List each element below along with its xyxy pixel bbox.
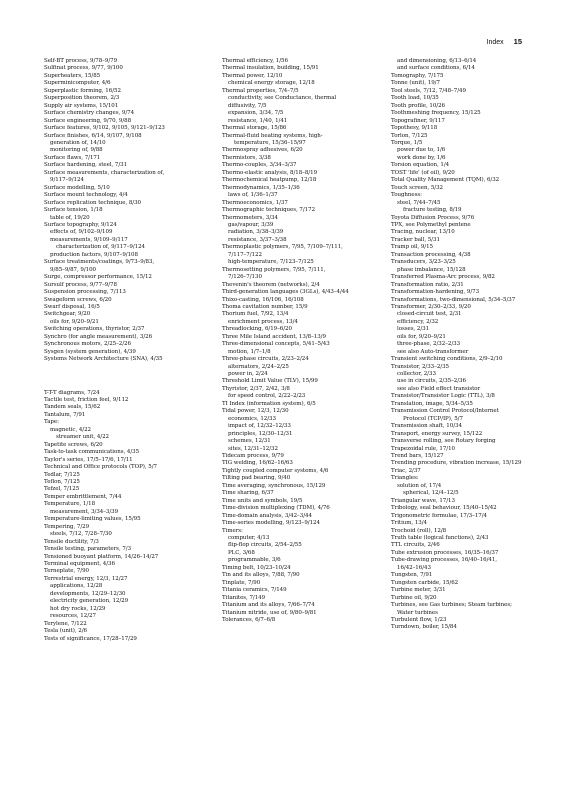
- index-subentry: phase imbalance, 15/128: [397, 266, 466, 273]
- index-subentry: impact of, 12/32–12/33: [228, 423, 291, 430]
- index-subentry: 9/117–9/124: [50, 177, 84, 184]
- index-column-1: [44, 58, 194, 643]
- index-subentry: see also Field effect transistor: [397, 385, 481, 392]
- index-entry: Topothesy, 9/118: [391, 125, 438, 132]
- index-entry: Tilting pad bearing, 9/40: [222, 475, 291, 482]
- index-entry: Terneplate, 7/90: [44, 568, 89, 575]
- index-entry: Time-series modelling, 9/123–9/124: [222, 520, 320, 527]
- index-entry: Surface hardening, steel, 7/31: [44, 162, 128, 169]
- index-subentry: see also Auto-transformer: [397, 348, 469, 355]
- index-subentry: efficiency, 2/32: [397, 318, 439, 325]
- index-entry: Surface flaws, 7/171: [44, 154, 101, 161]
- index-entry: Transistor, 2/33–2/35: [391, 363, 449, 370]
- index-entry: Temperature, 1/18: [44, 501, 96, 508]
- index-entry: Tooth profile, 10/26: [391, 102, 445, 109]
- index-entry: Surface chemistry changes, 9/74: [44, 110, 135, 117]
- index-entry: Tandem seals, 15/62: [44, 404, 101, 411]
- index-entry: Tightly coupled computer systems, 4/6: [222, 467, 329, 474]
- index-entry: Thermal properties, 7/4–7/5: [222, 87, 299, 94]
- index-entry: Synchronous motors, 2/25–2/26: [44, 341, 131, 348]
- section-title: Index: [486, 39, 504, 46]
- index-subentry: diffusivity, 7/5: [228, 102, 267, 109]
- index-subentry: resources, 12/27: [50, 613, 96, 620]
- index-entry: Tidal power, 12/3, 12/30: [222, 408, 289, 415]
- index-entry: Teflon, 7/125: [44, 479, 80, 486]
- index-subentry: electricity generation, 12/29: [50, 598, 129, 605]
- index-entry: Titanites, 7/149: [222, 594, 266, 601]
- index-entry: Turbines, see Gas turbines; Steam turbines;: [391, 602, 512, 609]
- index-entry: Thyristor, 2/37, 2/42, 3/8: [222, 385, 290, 392]
- index-entry: Transistor/Transistor Logic (TTL), 3/8: [391, 393, 495, 400]
- index-entry: Transaction processing, 4/38: [391, 251, 471, 258]
- index-entry: Tedlar, 7/125: [44, 471, 80, 478]
- index-column-2: [222, 58, 372, 624]
- index-entry: Turbine meter, 3/31: [391, 587, 446, 594]
- index-entry: Transient switching conditions, 2/9–2/10: [391, 356, 503, 363]
- index-entry: Surface topography, 9/124: [44, 221, 117, 228]
- index-entry: Surface engineering, 9/70, 9/88: [44, 117, 132, 124]
- index-entry: Superposition theorem, 2/3: [44, 95, 120, 102]
- index-subentry: Water turbines: [397, 609, 438, 616]
- index-entry: Tooth load, 10/35: [391, 95, 439, 102]
- index-entry: Toothmeshing frequency, 15/125: [391, 110, 481, 117]
- index-entry: Torlon, 7/125: [391, 132, 428, 139]
- index-entry: Surface modelling, 5/10: [44, 184, 110, 191]
- index-entry: Thermochemical heatpump, 12/18: [222, 177, 317, 184]
- index-subentry: and surface conditions, 6/14: [397, 65, 475, 72]
- index-entry: Surface mount technology, 4/4: [44, 192, 128, 199]
- index-subentry: principles, 12/30–12/31: [228, 430, 293, 437]
- index-entry: Threshold Limit Value (TLV), 15/99: [222, 378, 318, 385]
- index-entry: Truth table (logical functions), 2/43: [391, 535, 489, 541]
- index-entry: Surface treatments/coatings, 9/73–9/83,: [44, 259, 155, 266]
- index-subentry: streamer unit, 4/22: [56, 434, 109, 441]
- index-entry: TI Index (information system), 6/5: [222, 400, 316, 407]
- index-subentry: temperature, 15/36–15/97: [234, 139, 306, 146]
- index-subentry: measurements, 9/109–9/117: [50, 236, 128, 243]
- index-subentry: sites, 12/31–12/32: [228, 445, 278, 452]
- index-entry: Tomography, 7/175: [391, 72, 444, 79]
- index-entry: Superplastic forming, 16/52: [44, 87, 121, 94]
- index-entry: Sulfinat process, 9/77, 9/100: [44, 65, 123, 72]
- index-entry: Surface finishes, 6/14, 9/107, 9/108: [44, 132, 142, 139]
- index-entry: Transmission Control Protocol/Internet: [391, 408, 499, 415]
- index-entry: Transducers, 3/23–3/25: [391, 259, 456, 266]
- index-entry: Torsion equation, 1/4: [391, 162, 450, 169]
- index-entry: Tidecam process, 9/79: [222, 453, 284, 460]
- index-entry: Tube-drawing processes, 16/40–16/41,: [391, 557, 497, 564]
- index-entry: Tungsten carbide, 15/62: [391, 579, 459, 586]
- index-entry: Supply air systems, 15/101: [44, 102, 119, 109]
- index-entry: Trapezoidal rule, 17/10: [391, 445, 456, 452]
- index-subentry: characterization of, 9/117–9/124: [56, 244, 145, 251]
- index-entry: Terrestrial energy, 12/3, 12/27: [44, 575, 128, 582]
- index-subentry: radiation, 3/38–3/39: [228, 229, 284, 236]
- index-entry: Tube extrusion processes, 16/35–16/37: [391, 549, 499, 556]
- index-entry: Transformation-hardening, 9/73: [391, 289, 480, 296]
- index-entry: Surface tension, 1/18: [44, 207, 103, 214]
- index-entry: Temper embrittlement, 7/44: [44, 493, 122, 500]
- index-entry: Thixo-casting, 16/106, 16/108: [222, 296, 304, 303]
- index-entry: Time averaging, synchronous, 15/129: [222, 482, 326, 489]
- index-entry: Thermospray adhesives, 6/20: [222, 147, 303, 154]
- index-entry: Time-domain analysis, 3/42–3/44: [222, 512, 312, 519]
- index-entry: Tramp oil, 9/15: [391, 244, 433, 251]
- index-entry: Superheaters, 15/85: [44, 72, 101, 79]
- index-entry: T-T-T diagrams, 7/24: [44, 389, 100, 396]
- index-subentry: three-phase, 2/32–2/33: [397, 341, 461, 348]
- index-entry: Third-generation languages (3GLs), 4/43–4/44: [222, 289, 349, 296]
- index-entry: Thermal efficiency, 1/56: [222, 58, 288, 64]
- index-entry: Suspension processing, 7/113: [44, 289, 126, 296]
- index-subentry: production factors, 9/107–9/108: [50, 251, 138, 258]
- index-entry: Switching operations, thyristor, 2/37: [44, 326, 145, 333]
- index-entry: Transformations, two-dimensional, 5/34–5/37: [391, 296, 516, 303]
- page-number: 15: [513, 37, 522, 46]
- index-subentry: power in, 2/24: [228, 371, 268, 378]
- index-entry: Touch screen, 5/32: [391, 184, 443, 191]
- index-entry: Titania ceramics, 7/149: [222, 587, 287, 594]
- index-entry: Turbulent flow, 1/23: [391, 616, 447, 623]
- index-entry: Three Mile Island accident, 13/8–13/9: [222, 333, 326, 340]
- index-subentry: steel, 7/44–7/45: [397, 199, 441, 206]
- index-entry: Time units and symbols, 19/5: [222, 497, 303, 504]
- index-subentry: economics, 12/33: [228, 415, 276, 422]
- index-entry: Technical and Office protocols (TOP), 5/7: [44, 464, 157, 471]
- index-subentry: power due to, 1/6: [397, 147, 446, 154]
- index-subentry: chemical energy storage, 12/18: [228, 80, 315, 87]
- index-entry: Timers:: [222, 527, 243, 534]
- index-entry: Surface measurements, characterization of,: [44, 169, 165, 176]
- index-entry: Terminal equipment, 4/36: [44, 561, 115, 567]
- index-subentry: 7/126–7/130: [228, 274, 262, 281]
- index-entry: Turndown, boiler, 15/84: [391, 624, 457, 631]
- index-entry: Thermal power, 12/10: [222, 72, 283, 79]
- index-entry: Surge, compressor performance, 15/12: [44, 274, 152, 281]
- index-subentry: 7/117–7/122: [228, 251, 262, 258]
- index-entry: Trend bars, 15/127: [391, 453, 444, 460]
- index-entry: Thermal storage, 15/86: [222, 125, 287, 132]
- index-subentry: Protocol (TCP/IP), 5/7: [403, 415, 463, 422]
- index-entry: Synchro (for angle measurement), 3/26: [44, 333, 153, 340]
- index-entry: Thermal insulation, building, 15/91: [222, 65, 319, 72]
- index-subentry: use in circuits, 2/35–2/36: [397, 378, 466, 385]
- index-subentry: enrichment process, 13/4: [228, 318, 298, 325]
- index-subentry: spherical, 12/4–12/5: [403, 490, 459, 497]
- index-entry: Thevenin's theorem (networks), 2/4: [222, 281, 320, 288]
- index-entry: Surface replication technique, 8/30: [44, 199, 141, 206]
- index-entry: Systems Network Architecture (SNA), 4/35: [44, 356, 163, 363]
- index-entry: Thermo-couples, 3/34–3/37: [222, 162, 297, 169]
- index-entry: Tracing, nuclear, 13/10: [391, 229, 455, 236]
- index-subentry: effects of, 9/102–9/109: [50, 229, 113, 236]
- index-entry: Thermoeconomics, 1/37: [222, 199, 288, 206]
- index-subentry: 9/85–9/87, 9/100: [50, 266, 96, 273]
- index-subentry: generation of, 14/10: [50, 139, 106, 146]
- index-entry: Swageform screws, 6/20: [44, 296, 112, 303]
- index-entry: Sursulf process, 9/77–9/78: [44, 281, 117, 288]
- index-entry: Titanium and its alloys, 7/66–7/74: [222, 602, 315, 609]
- index-entry: TOST 'life' (of oil), 9/20: [391, 169, 455, 176]
- index-entry: Triangles:: [391, 475, 419, 482]
- index-entry: Triangular wave, 17/13: [391, 497, 455, 504]
- index-entry: Topografiner, 9/117: [391, 117, 445, 124]
- index-entry: Tapetite screws, 6/20: [44, 441, 103, 448]
- index-subentry: PLC, 3/68: [228, 549, 255, 556]
- running-header: [487, 37, 522, 46]
- index-subentry: programmable, 3/6: [228, 557, 281, 564]
- index-entry: Timing belt, 10/23–10/24: [222, 564, 291, 571]
- index-subentry: developments, 12/29–12/30: [50, 590, 126, 597]
- index-entry: Thorium fuel, 7/92, 13/4: [222, 311, 289, 318]
- index-entry: Tensile testing, parameters, 7/3: [44, 546, 132, 553]
- index-entry: Thermometers, 3/34: [222, 214, 278, 221]
- index-entry: Torque, 1/5: [391, 139, 423, 146]
- index-entry: Transport, energy survey, 15/122: [391, 430, 483, 437]
- index-subentry: computer, 4/13: [228, 535, 270, 541]
- index-entry: Thermodynamics, 1/35–1/36: [222, 184, 300, 191]
- index-entry: Tonne (unit), 19/7: [391, 80, 440, 87]
- letter-gap: [44, 364, 194, 390]
- index-entry: Surface features, 9/102, 9/105, 9/121–9/123: [44, 125, 165, 132]
- index-entry: Triac, 2/37: [391, 467, 421, 474]
- index-entry: Transformation ratio, 2/31: [391, 281, 464, 288]
- index-subentry: monitoring of, 9/88: [50, 147, 103, 154]
- index-entry: Three-dimensional concepts, 5/41–5/43: [222, 341, 330, 348]
- index-entry: Sysgen (system generation), 4/39: [44, 348, 136, 355]
- index-subentry: steels, 7/12, 7/28–7/30: [50, 531, 112, 538]
- index-entry: Trending procedure, vibration increase, 15/129: [391, 460, 522, 467]
- index-entry: Threadlocking, 6/19–6/20: [222, 326, 292, 333]
- index-entry: Tolerances, 6/7–6/8: [222, 616, 276, 623]
- index-entry: Switchgear, 9/20: [44, 311, 91, 318]
- index-entry: Thermoplastic polymers, 7/95, 7/109–7/111,: [222, 244, 343, 251]
- index-entry: Tensioned buoyant platform, 14/26–14/27: [44, 553, 159, 560]
- index-entry: Transverse rolling, see Rotary forging: [391, 438, 496, 445]
- index-entry: Swarf disposal, 16/5: [44, 303, 100, 310]
- index-column-3: [391, 58, 541, 632]
- index-subentry: resistance, 1/40, 1/41: [228, 117, 288, 124]
- index-subentry: solution of, 17/4: [397, 482, 442, 489]
- index-subentry: alternators, 2/24–2/25: [228, 363, 289, 370]
- index-entry: Thermo-elastic analysis, 8/18–8/19: [222, 169, 318, 176]
- index-entry: Tantalum, 7/91: [44, 411, 86, 418]
- index-entry: Total Quality Management (TQM), 6/32: [391, 177, 500, 184]
- index-entry: Tensile ductility, 7/3: [44, 538, 99, 545]
- index-entry: TPX, see Polymethyl pentene: [391, 221, 471, 228]
- index-entry: Temperature-limiting values, 15/95: [44, 516, 141, 523]
- index-subentry: resistance, 3/37–3/38: [228, 236, 287, 243]
- index-subentry: 16/42–16/43: [397, 564, 431, 571]
- index-subentry: applications, 12/28: [50, 583, 103, 590]
- index-entry: Tribology, seal behaviour, 15/40–15/42: [391, 505, 497, 512]
- index-subentry: flip-flop circuits, 2/54–2/55: [228, 542, 302, 549]
- index-entry: Tool steels, 7/12, 7/48–7/49: [391, 87, 466, 94]
- index-entry: Tesla (unit), 2/6: [44, 628, 87, 635]
- index-entry: Time sharing, 6/37: [222, 490, 274, 497]
- index-subentry: conductivity, see Conductance, thermal: [228, 95, 337, 102]
- index-subentry: collector, 2/33: [397, 371, 436, 378]
- index-entry: Time-division multiplexing (TDM), 4/76: [222, 505, 330, 512]
- index-subentry: losses, 2/31: [397, 326, 430, 333]
- index-entry: Toyota Diffusion Process, 9/76: [391, 214, 475, 221]
- index-entry: Tempering, 7/29: [44, 523, 90, 530]
- index-entry: Transmission shaft, 10/34: [391, 423, 462, 430]
- index-subentry: motion, 1/7–1/8: [228, 348, 271, 355]
- index-entry: Titanium nitride, use of, 9/80–9/81: [222, 609, 317, 616]
- index-subentry: schemes, 12/31: [228, 438, 271, 445]
- index-entry: Tactile test, friction feel, 9/112: [44, 397, 129, 404]
- index-subentry: laws of, 1/36–1/37: [228, 192, 278, 199]
- index-entry: Thermistors, 3/38: [222, 154, 271, 161]
- index-subentry: magnetic, 4/22: [50, 426, 92, 433]
- index-entry: Thoma cavitation number, 15/9: [222, 303, 308, 310]
- index-entry: Taylor's series, 17/5–17/6, 17/11: [44, 456, 133, 463]
- index-entry: Task-to-task communications, 4/35: [44, 449, 140, 456]
- index-entry: Thermosetting polymers, 7/95, 7/111,: [222, 266, 326, 273]
- index-subentry: hot dry rocks, 12/29: [50, 605, 106, 612]
- index-entry: Self-BT process, 9/78–9/79: [44, 58, 118, 64]
- index-subentry: oils for, 9/20–9/21: [50, 318, 99, 325]
- index-entry: Superminicomputer, 4/6: [44, 80, 111, 87]
- index-entry: Turbine oil, 9/20: [391, 594, 437, 601]
- index-subentry: work done by, 1/6: [397, 154, 446, 161]
- index-entry: Tefzel, 7/125: [44, 486, 80, 493]
- index-entry: Thermographic techniques, 7/172: [222, 207, 316, 214]
- index-subentry: fracture testing, 8/19: [403, 207, 462, 214]
- index-entry: Tungsten, 7/91: [391, 572, 433, 579]
- index-subentry: closed-circuit test, 2/31: [397, 311, 462, 318]
- index-entry: Thermal-fluid heating systems, high-: [222, 132, 323, 139]
- index-entry: Tinplate, 7/90: [222, 579, 261, 586]
- index-entry: Tin and its alloys, 7/88, 7/90: [222, 572, 300, 579]
- index-subentry: high-temperature, 7/123–7/125: [228, 259, 314, 266]
- index-entry: Terylene, 7/122: [44, 620, 87, 627]
- index-entry: Trochoid (roll), 12/8: [391, 527, 447, 534]
- index-subentry: for speed control, 2/22–2/23: [228, 393, 306, 400]
- index-entry: TTL circuits, 2/46: [391, 542, 440, 549]
- index-entry: Tracker ball, 5/31: [391, 236, 440, 243]
- index-subentry: table of, 19/20: [50, 214, 90, 221]
- index-entry: Tests of significance, 17/28–17/29: [44, 635, 137, 642]
- index-subentry: expansion, 3/34, 7/5: [228, 110, 284, 117]
- index-entry: Toughness:: [391, 192, 422, 199]
- index-entry: Tritium, 13/4: [391, 520, 427, 527]
- index-entry: TIG welding, 16/62–16/63: [222, 460, 293, 467]
- index-subentry: oils for, 9/20–9/21: [397, 333, 446, 340]
- index-entry: Tape:: [44, 419, 59, 426]
- index-entry: Trigonometric formulae, 17/3–17/4: [391, 512, 487, 519]
- index-subentry: and dimensioning, 6/13–6/14: [397, 58, 477, 64]
- index-entry: Three-phase circuits, 2/23–2/24: [222, 356, 309, 363]
- index-entry: Transformer, 2/30–2/33, 9/20: [391, 303, 471, 310]
- index-entry: Translation, image, 5/34–5/35: [391, 400, 473, 407]
- index-subentry: gas/vapour, 3/39: [228, 221, 274, 228]
- index-subentry: measurement, 3/34–3/39: [50, 508, 119, 515]
- index-entry: Transferred Plasma-Arc process, 9/82: [391, 274, 495, 281]
